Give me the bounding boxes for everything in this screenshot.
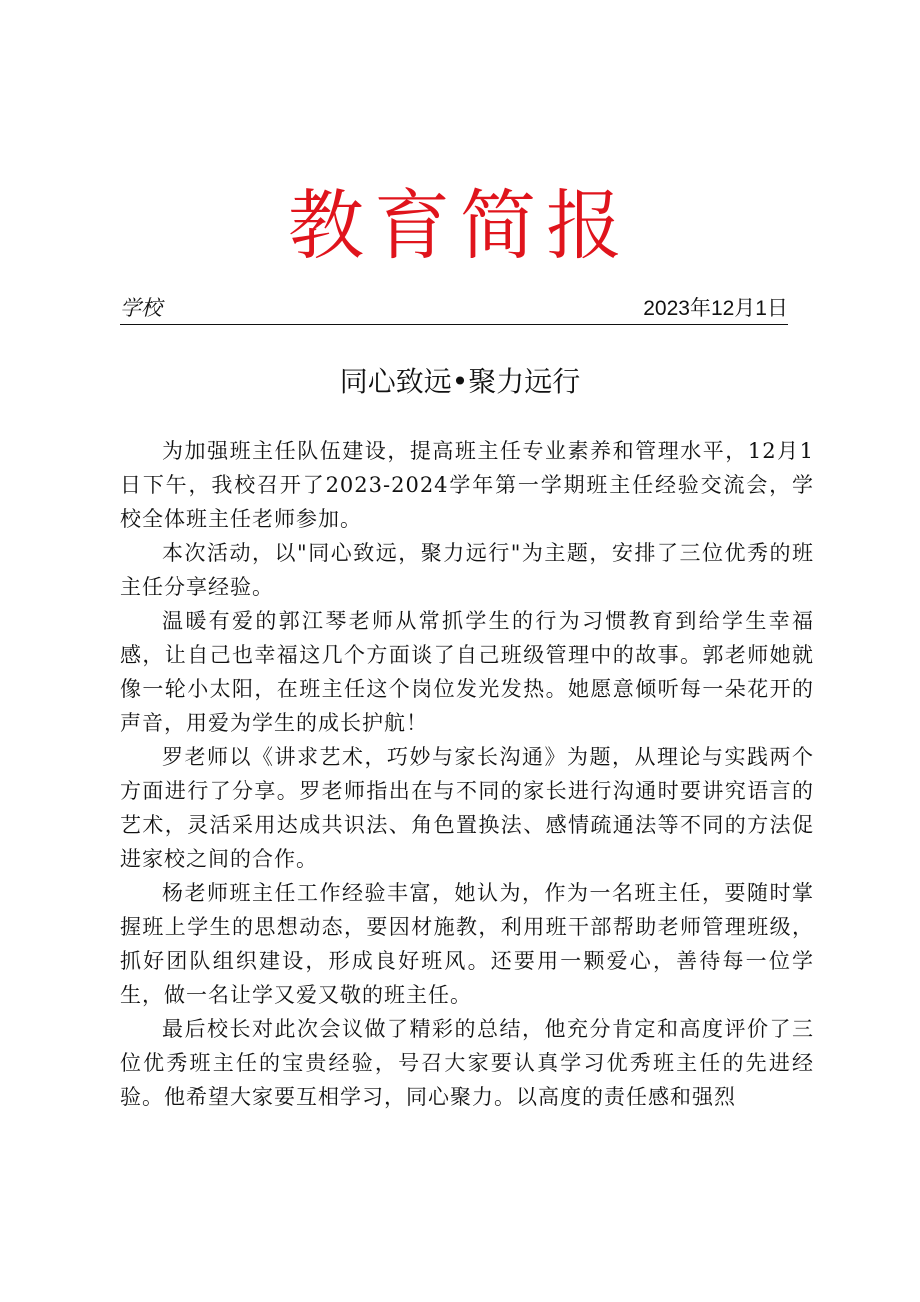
article-title: 同心致远•聚力远行 — [339, 365, 581, 398]
masthead-title: 教育简报 — [288, 181, 632, 270]
school-label: 学校 — [120, 297, 162, 320]
paragraph: 杨老师班主任工作经验丰富，她认为，作为一名班主任，要随时掌握班上学生的思想动态，要因材施教，利用班干部帮助老师管理班级，抓好团队组织建设，形成良好班风。还要用一颗爱心，善待每一位学生，做一名让学又爱又敬的班主任。 — [120, 881, 814, 1007]
paragraph: 罗老师以《讲求艺术，巧妙与家长沟通》为题，从理论与实践两个方面进行了分享。罗老师指出在与不同的家长进行沟通时要讲究语言的艺术，灵活采用达成共识法、角色置换法、感情疏通法等不同的方法促进家校之间的合作。 — [120, 745, 814, 871]
meta-row — [120, 294, 788, 325]
article-body — [120, 434, 814, 1148]
paragraph: 为加强班主任队伍建设，提高班主任专业素养和管理水平，12月1日下午，我校召开了2023-2024学年第一学期班主任经验交流会，学校全体班主任老师参加。 — [120, 439, 814, 531]
paragraph: 温暖有爱的郭江琴老师从常抓学生的行为习惯教育到给学生幸福感，让自己也幸福这几个方面谈了自己班级管理中的故事。郭老师她就像一轮小太阳，在班主任这个岗位发光发热。她愿意倾听每一朵花开的声音，用爱为学生的成长护航！ — [120, 609, 814, 735]
paragraph: 最后校长对此次会议做了精彩的总结，他充分肯定和高度评价了三位优秀班主任的宝贵经验，号召大家要认真学习优秀班主任的先进经验。他希望大家要互相学习，同心聚力。以高度的责任感和强烈 — [120, 1017, 814, 1109]
issue-date: 2023年12月1日 — [643, 297, 788, 320]
paragraph: 本次活动，以"同心致远，聚力远行"为主题，安排了三位优秀的班主任分享经验。 — [120, 541, 814, 599]
